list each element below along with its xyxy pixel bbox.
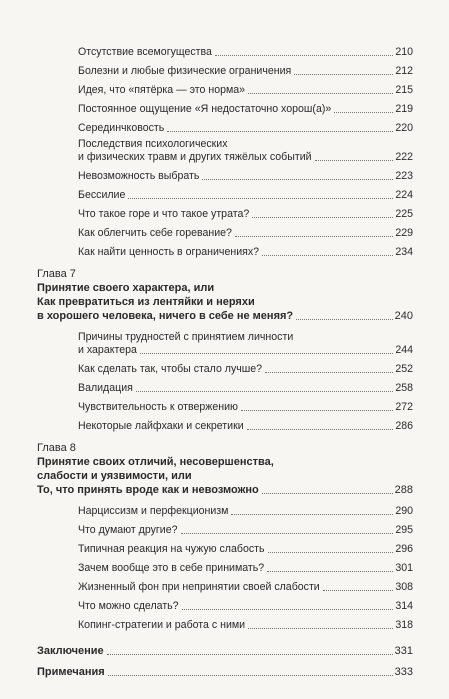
back-matter-entry	[37, 645, 413, 658]
toc-entry-title: Чувствительность к отвержению	[78, 401, 238, 413]
toc-entry-title-line1: Причины трудностей с принятием личности	[78, 331, 294, 343]
toc-entry-page: 219	[395, 103, 413, 115]
chapter-title-row	[37, 484, 413, 497]
leader-dots	[140, 353, 393, 354]
back-matter-page: 331	[394, 645, 413, 657]
toc-entry	[78, 382, 413, 395]
toc-entry	[78, 619, 413, 632]
chapter-title-line2: Как превратиться из лентяйки и неряхи	[37, 296, 255, 308]
chapter-label: Глава 8	[37, 442, 76, 454]
toc-entry-title: Серединчковость	[78, 122, 165, 134]
toc-entry-title: Некоторые лайфхаки и секретики	[78, 420, 244, 432]
toc-entry-title: Копинг-стратегии и работа с ними	[78, 619, 246, 631]
toc-entry-title-line1: Последствия психологических	[78, 138, 228, 150]
toc-entry	[78, 122, 413, 135]
leader-dots	[248, 93, 393, 94]
toc-entry-title: Как сделать так, чтобы стало лучше?	[78, 363, 263, 375]
leader-dots	[248, 628, 393, 629]
toc-entry-title: Как найти ценность в ограничениях?	[78, 246, 260, 258]
toc-entry-title: Валидация	[78, 382, 133, 394]
chapter-title-line1: Принятие своего характера, или	[37, 282, 215, 294]
chapter-title-row	[37, 310, 413, 323]
leader-dots	[202, 179, 393, 180]
toc-entry-page: 223	[395, 170, 413, 182]
chapter-page: 240	[394, 310, 413, 322]
toc-entry	[78, 246, 413, 259]
toc-entry-page: 286	[395, 420, 413, 432]
leader-dots	[268, 552, 394, 553]
toc-entry-page: 224	[395, 189, 413, 201]
toc-entry-title: Жизненный фон при непринятии своей слабости	[78, 581, 320, 593]
toc-entry-title: Отсутствие всемогущества	[78, 46, 212, 58]
toc-entry-title: Идея, что «пятёрка — это норма»	[78, 84, 246, 96]
toc-entry-page: 314	[395, 600, 413, 612]
toc-entry-title: Что можно сделать?	[78, 600, 179, 612]
leader-dots	[262, 255, 393, 256]
toc-entry	[78, 505, 413, 518]
toc-entry-page: 252	[395, 363, 413, 375]
leader-dots	[265, 372, 393, 373]
back-matter-page: 333	[394, 666, 413, 678]
toc-entry-title: Как облегчить себе горевание?	[78, 227, 232, 239]
leader-dots	[294, 74, 393, 75]
toc-entry-title: Бессилие	[78, 189, 126, 201]
toc-entry-title: Невозможность выбрать	[78, 170, 200, 182]
toc-entry	[78, 363, 413, 376]
leader-dots	[167, 131, 393, 132]
toc-entry-page: 301	[395, 562, 413, 574]
leader-dots	[136, 391, 393, 392]
leader-dots	[107, 654, 393, 655]
toc-entry-page: 220	[395, 122, 413, 134]
chapter-title-line3: То, что принять вроде как и невозможно	[37, 484, 259, 496]
toc-entry-page: 225	[395, 208, 413, 220]
toc-entry-page: 290	[395, 505, 413, 517]
leader-dots	[315, 160, 394, 161]
back-matter-title: Примечания	[37, 666, 105, 678]
chapter-page: 288	[394, 484, 413, 496]
toc-entry-title: Типичная реакция на чужую слабость	[78, 543, 265, 555]
toc-entry-title: Болезни и любые физические ограничения	[78, 65, 292, 77]
toc-entry-page: 318	[395, 619, 413, 631]
toc-entry-page: 272	[395, 401, 413, 413]
leader-dots	[323, 590, 394, 591]
toc-entry	[78, 344, 413, 357]
toc-entry-page: 244	[395, 344, 413, 356]
toc-entry	[78, 420, 413, 433]
toc-entry-title: и характера	[78, 344, 137, 356]
leader-dots	[267, 571, 393, 572]
chapter-label: Глава 7	[37, 268, 76, 280]
leader-dots	[262, 493, 393, 494]
toc-entry-page: 295	[395, 524, 413, 536]
toc-entry-page: 229	[395, 227, 413, 239]
toc-entry	[78, 189, 413, 202]
toc-entry	[78, 65, 413, 78]
leader-dots	[296, 319, 393, 320]
chapter-title-line1: Принятие своих отличий, несовершенства,	[37, 456, 274, 468]
toc-entry-page: 296	[395, 543, 413, 555]
leader-dots	[215, 55, 393, 56]
toc-entry-title: Нарциссизм и перфекционизм	[78, 505, 229, 517]
back-matter-title: Заключение	[37, 645, 104, 657]
leader-dots	[252, 217, 393, 218]
toc-entry-title: Что такое горе и что такое утрата?	[78, 208, 250, 220]
toc-entry-page: 234	[395, 246, 413, 258]
leader-dots	[247, 429, 394, 430]
toc-entry	[78, 401, 413, 414]
chapter-title-line2: слабости и уязвимости, или	[37, 470, 192, 482]
toc-entry-page: 258	[395, 382, 413, 394]
leader-dots	[181, 533, 394, 534]
toc-entry-title: и физических травм и других тяжёлых событий	[78, 151, 312, 163]
leader-dots	[235, 236, 393, 237]
toc-entry-page: 215	[395, 84, 413, 96]
toc-entry	[78, 600, 413, 613]
toc-entry	[78, 103, 413, 116]
toc-entry	[78, 562, 413, 575]
toc-entry	[78, 543, 413, 556]
toc-entry	[78, 524, 413, 537]
toc-entry	[78, 46, 413, 59]
back-matter-entry	[37, 666, 413, 679]
toc-entry-page: 212	[395, 65, 413, 77]
toc-entry	[78, 170, 413, 183]
leader-dots	[182, 609, 394, 610]
toc-entry-title: Зачем вообще это в себе принимать?	[78, 562, 265, 574]
leader-dots	[334, 112, 393, 113]
leader-dots	[108, 675, 393, 676]
toc-entry	[78, 208, 413, 221]
leader-dots	[128, 198, 393, 199]
leader-dots	[231, 514, 393, 515]
toc-entry-page: 222	[395, 151, 413, 163]
toc-entry-page: 308	[395, 581, 413, 593]
toc-entry	[78, 581, 413, 594]
leader-dots	[241, 410, 393, 411]
toc-entry	[78, 151, 413, 164]
toc-entry-page: 210	[395, 46, 413, 58]
toc-entry-title: Постоянное ощущение «Я недостаточно хорош(а)»	[78, 103, 332, 115]
chapter-title-line3: в хорошего человека, ничего в себе не меняя?	[37, 310, 294, 322]
toc-entry	[78, 227, 413, 240]
toc-entry	[78, 84, 413, 97]
toc-entry-title: Что думают другие?	[78, 524, 178, 536]
